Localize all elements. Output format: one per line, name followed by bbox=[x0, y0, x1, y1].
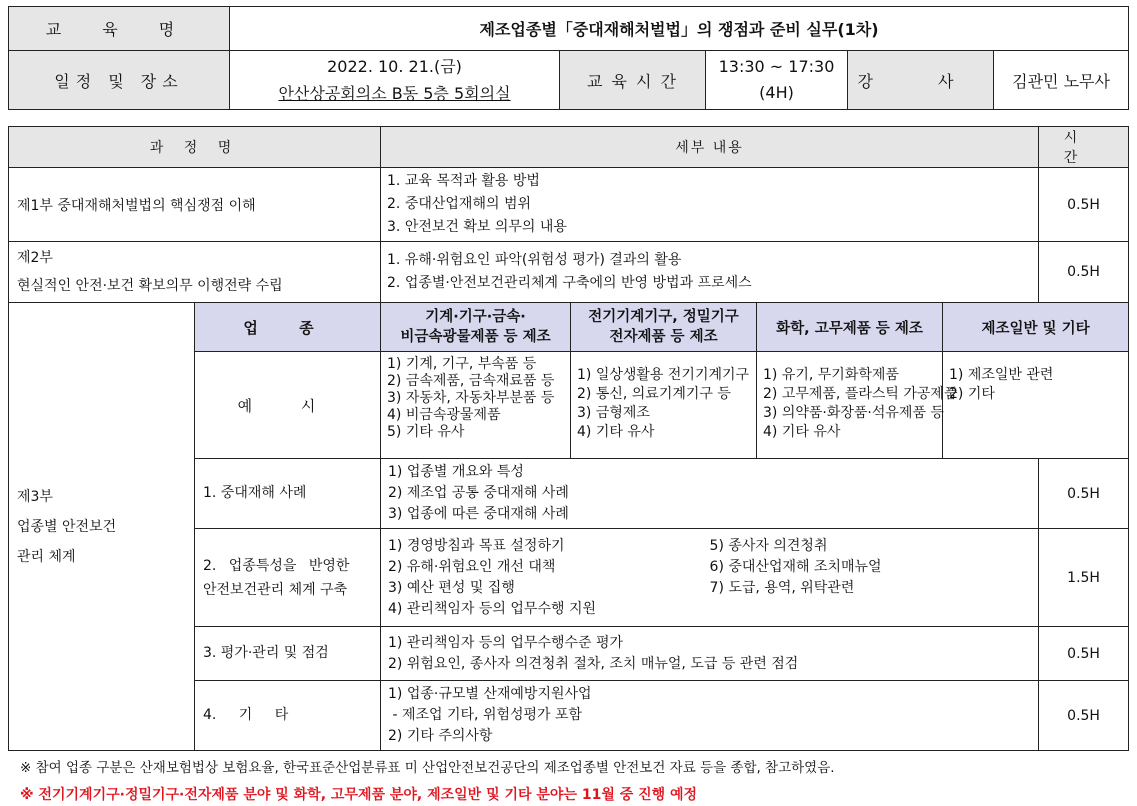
list-item: 2) 통신, 의료기계기구 등 bbox=[577, 386, 731, 402]
industry-header: 제조일반 및 기타 bbox=[943, 303, 1129, 352]
col-course-header: 과 정 명 bbox=[9, 127, 381, 168]
sub3-label: 3. 평가·관리 및 점검 bbox=[195, 627, 381, 681]
edu-name: 제조업종별「중대재해처벌법」의 쟁점과 준비 실무(1차) bbox=[230, 7, 1129, 51]
industry-examples bbox=[943, 352, 1129, 459]
edu-name-label: 교 육 명 bbox=[9, 7, 230, 51]
list-item: 4) 비금속광물제품 bbox=[387, 407, 501, 423]
list-item: 2) 기타 주의사항 bbox=[388, 728, 493, 744]
industry-name-line1: 전기기계기구, 정밀기구 bbox=[588, 309, 739, 325]
industry-name-line1: 기계·기구·금속· bbox=[425, 309, 526, 325]
part1-time: 0.5H bbox=[1039, 168, 1129, 242]
list-item: 1) 업종·규모별 산재예방지원사업 bbox=[388, 686, 592, 702]
list-item: 1) 관리책임자 등의 업무수행수준 평가 bbox=[388, 634, 624, 651]
list-item: 1) 경영방침과 목표 설정하기 bbox=[388, 537, 565, 554]
part2-details bbox=[381, 242, 1039, 303]
list-item: 2) 유해·위험요인 개선 대책 bbox=[388, 558, 556, 575]
lecturer-label: 강 사 bbox=[848, 51, 994, 110]
list-item: 1. 교육 목적과 활용 방법 bbox=[387, 173, 540, 189]
part1-row bbox=[9, 168, 1129, 242]
header-row bbox=[9, 127, 1129, 168]
list-item: 2. 업종별·안전보건관리체계 구축에의 반영 방법과 프로세스 bbox=[387, 275, 752, 291]
industry-name-line2: 전자제품 등 제조 bbox=[609, 329, 718, 345]
time-cell bbox=[706, 51, 848, 110]
col-detail-header: 세부 내용 bbox=[381, 127, 1039, 168]
sub1-details bbox=[381, 459, 1039, 529]
list-item: 2) 제조업 공통 중대재해 사례 bbox=[388, 485, 569, 501]
list-item: 1) 일상생활용 전기기계기구 bbox=[577, 367, 750, 383]
industry-header: 화학, 고무제품 등 제조 bbox=[757, 303, 943, 352]
list-item: 3) 예산 편성 및 집행 bbox=[388, 579, 515, 596]
industry-name-line2: 비금속광물제품 등 제조 bbox=[400, 329, 551, 345]
date-place-cell bbox=[230, 51, 560, 110]
sub2-label-line2: 안전보건관리 체계 구축 bbox=[203, 581, 348, 598]
sub1-time: 0.5H bbox=[1039, 459, 1129, 529]
industry-header bbox=[381, 303, 571, 352]
time-duration: (4H) bbox=[759, 83, 794, 102]
list-item: 2) 위험요인, 종사자 의견청취 절차, 조치 매뉴얼, 도급 등 관련 점검 bbox=[388, 655, 799, 672]
footnote-schedule: ※ 전기기계기구·정밀기구·전자제품 분야 및 화학, 고무제품 분야, 제조일반 및 기타 분야는 11월 중 진행 예정 bbox=[20, 787, 698, 803]
part3-industry-row bbox=[9, 303, 1129, 352]
list-item: 5) 종사자 의견청취 bbox=[709, 537, 828, 554]
list-item: 2) 고무제품, 플라스틱 가공제품 bbox=[763, 386, 958, 402]
edu-date: 2022. 10. 21.(금) bbox=[327, 57, 462, 76]
list-item: 3. 안전보건 확보 의무의 내용 bbox=[387, 219, 567, 235]
industry-examples bbox=[757, 352, 958, 459]
hours-label: 교 육 시 간 bbox=[560, 51, 706, 110]
list-item: 5) 기타 유사 bbox=[387, 424, 465, 440]
part1-details bbox=[381, 168, 1039, 242]
list-item: 1) 업종별 개요와 특성 bbox=[388, 464, 524, 480]
list-item: 3) 업종에 따른 중대재해 사례 bbox=[388, 506, 569, 522]
list-item: 3) 금형제조 bbox=[577, 405, 650, 421]
schedule-label: 일정 및 장소 bbox=[9, 51, 230, 110]
list-item: 3) 자동차, 자동차부분품 등 bbox=[387, 390, 555, 406]
list-item: 2) 금속제품, 금속재료품 등 bbox=[387, 373, 555, 389]
part2-row bbox=[9, 242, 1129, 303]
part3-title-line3: 관리 체계 bbox=[17, 548, 76, 565]
industry-examples bbox=[571, 352, 757, 459]
list-item: 7) 도급, 용역, 위탁관련 bbox=[709, 579, 855, 596]
sub4-details bbox=[381, 681, 1039, 751]
list-item: 1) 제조일반 관련 bbox=[949, 367, 1054, 383]
list-item: - 제조업 기타, 위험성평가 포함 bbox=[388, 707, 583, 723]
part1-title: 제1부 중대재해처벌법의 핵심쟁점 이해 bbox=[9, 168, 381, 242]
footnote-reference: ※ 참여 업종 구분은 산재보험법상 보험요율, 한국표준산업분류표 미 산업안전보건공단의 제조업종별 안전보건 자료 등을 종합, 참고하였음. bbox=[20, 760, 835, 776]
part2-title bbox=[9, 242, 381, 303]
list-item: 1. 유해·위험요인 파악(위험성 평가) 결과의 활용 bbox=[387, 252, 682, 268]
example-label: 예 시 bbox=[195, 352, 381, 459]
sub3-time: 0.5H bbox=[1039, 627, 1129, 681]
course-info-table bbox=[8, 6, 1129, 110]
sub2-label-line1: 2. 업종특성을 반영한 bbox=[203, 557, 350, 574]
col-time-header: 시 간 bbox=[1039, 127, 1129, 168]
sub2-time: 1.5H bbox=[1039, 529, 1129, 627]
part3-title-line2: 업종별 안전보건 bbox=[17, 518, 117, 535]
part2-time: 0.5H bbox=[1039, 242, 1129, 303]
part2-title-line2: 현실적인 안전·보건 확보의무 이행전략 수립 bbox=[17, 278, 283, 294]
part3-title bbox=[9, 303, 195, 751]
list-item: 2. 중대산업재해의 범위 bbox=[387, 196, 531, 212]
list-item: 4) 관리책임자 등의 업무수행 지원 bbox=[388, 600, 596, 617]
sub4-time: 0.5H bbox=[1039, 681, 1129, 751]
time-range: 13:30 ~ 17:30 bbox=[718, 57, 835, 76]
list-item: 6) 중대산업재해 조치매뉴얼 bbox=[709, 558, 882, 575]
list-item: 3) 의약품·화장품·석유제품 등 bbox=[763, 405, 944, 421]
sub2-label bbox=[195, 529, 381, 627]
list-item: 4) 기타 유사 bbox=[577, 424, 655, 440]
list-item: 1) 기계, 기구, 부속품 등 bbox=[387, 356, 537, 372]
curriculum-table bbox=[8, 126, 1129, 751]
industry-examples bbox=[381, 352, 571, 459]
industry-label: 업 종 bbox=[195, 303, 381, 352]
sub3-details bbox=[381, 627, 1039, 681]
part3-title-line1: 제3부 bbox=[17, 488, 53, 505]
sub1-label: 1. 중대재해 사례 bbox=[195, 459, 381, 529]
industry-header bbox=[571, 303, 757, 352]
list-item: 1) 유기, 무기화학제품 bbox=[763, 367, 899, 383]
sub4-label: 4. 기 타 bbox=[195, 681, 381, 751]
list-item: 2) 기타 bbox=[949, 386, 995, 402]
list-item: 4) 기타 유사 bbox=[763, 424, 841, 440]
sub2-details bbox=[381, 529, 1039, 627]
lecturer-name: 김관민 노무사 bbox=[994, 51, 1129, 110]
edu-place: 안산상공회의소 B동 5층 5회의실 bbox=[278, 84, 511, 103]
part2-title-line1: 제2부 bbox=[17, 250, 53, 266]
